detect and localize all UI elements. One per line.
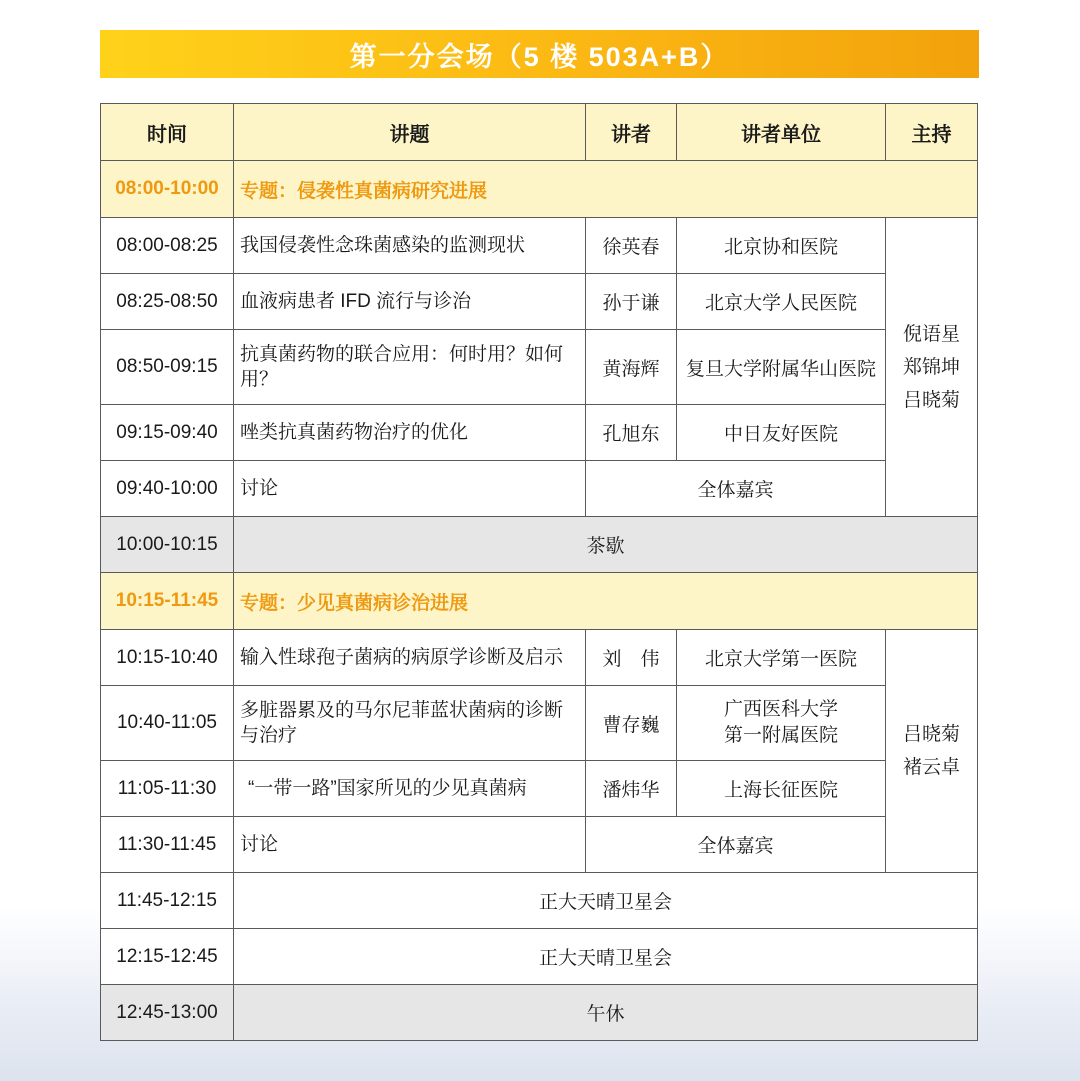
talk-institution: 中日友好医院 [677, 405, 886, 461]
talk-speaker: 潘炜华 [586, 761, 677, 817]
section-time: 08:00-10:00 [101, 161, 234, 218]
host-name: 吕晓菊 [902, 724, 960, 745]
talk-topic: “一带一路”国家所见的少见真菌病 [234, 761, 586, 817]
table-row [101, 330, 978, 405]
talk-speaker: 徐英春 [586, 218, 677, 274]
satellite-time: 12:15-12:45 [101, 929, 234, 985]
host-name: 吕晓菊 [902, 389, 960, 411]
talk-time: 09:15-09:40 [101, 405, 234, 461]
header-topic: 讲题 [234, 104, 586, 161]
section-time: 10:15-11:45 [101, 573, 234, 630]
header-host: 主持 [886, 104, 978, 161]
satellite-row [101, 873, 978, 929]
talk-institution: 北京大学人民医院 [677, 274, 886, 330]
institution-line: 第一附属医院 [723, 725, 838, 746]
talk-time: 11:30-11:45 [101, 817, 234, 873]
talk-speaker: 全体嘉宾 [586, 817, 886, 873]
break-label: 茶歇 [234, 517, 978, 573]
talk-speaker: 孙于谦 [586, 274, 677, 330]
talk-institution: 复旦大学附属华山医院 [677, 330, 886, 405]
lunch-label: 午休 [234, 985, 978, 1041]
discussion-row [101, 817, 978, 873]
schedule-table [100, 103, 978, 1041]
talk-topic: 讨论 [234, 817, 586, 873]
talk-speaker: 曹存巍 [586, 686, 677, 761]
table-row [101, 405, 978, 461]
talk-speaker: 孔旭东 [586, 405, 677, 461]
table-row [101, 630, 978, 686]
talk-time: 10:15-10:40 [101, 630, 234, 686]
discussion-row [101, 461, 978, 517]
talk-institution: 北京大学第一医院 [677, 630, 886, 686]
talk-time: 11:05-11:30 [101, 761, 234, 817]
talk-institution: 北京协和医院 [677, 218, 886, 274]
talk-topic: 多脏器累及的马尔尼菲蓝状菌病的诊断与治疗 [234, 686, 586, 761]
satellite-label: 正大天晴卫星会 [234, 873, 978, 929]
section-row [101, 573, 978, 630]
section-title: 专题：少见真菌病诊治进展 [234, 573, 978, 630]
talk-time: 08:00-08:25 [101, 218, 234, 274]
section-row [101, 161, 978, 218]
break-row [101, 517, 978, 573]
talk-institution [677, 686, 886, 761]
satellite-label: 正大天晴卫星会 [234, 929, 978, 985]
host-name: 褚云卓 [902, 757, 960, 778]
talk-topic: 抗真菌药物的联合应用：何时用？如何用？ [234, 330, 586, 405]
host-name: 倪语星 [902, 323, 960, 345]
satellite-time: 11:45-12:15 [101, 873, 234, 929]
section-title: 专题：侵袭性真菌病研究进展 [234, 161, 978, 218]
talk-time: 08:25-08:50 [101, 274, 234, 330]
table-row [101, 218, 978, 274]
header-time: 时间 [101, 104, 234, 161]
header-speaker: 讲者 [586, 104, 677, 161]
talk-time: 08:50-09:15 [101, 330, 234, 405]
talk-topic: 血液病患者 IFD 流行与诊治 [234, 274, 586, 330]
session-hosts [886, 630, 978, 873]
talk-topic: 输入性球孢子菌病的病原学诊断及启示 [234, 630, 586, 686]
talk-topic: 讨论 [234, 461, 586, 517]
lunch-row [101, 985, 978, 1041]
talk-time: 10:40-11:05 [101, 686, 234, 761]
talk-speaker: 黄海辉 [586, 330, 677, 405]
break-time: 10:00-10:15 [101, 517, 234, 573]
session-title: 第一分会场（5 楼 503A+B） [349, 41, 730, 72]
table-row [101, 686, 978, 761]
talk-time: 09:40-10:00 [101, 461, 234, 517]
talk-speaker: 刘 伟 [586, 630, 677, 686]
header-row [101, 104, 978, 161]
talk-topic: 唑类抗真菌药物治疗的优化 [234, 405, 586, 461]
satellite-row [101, 929, 978, 985]
talk-topic: 我国侵袭性念珠菌感染的监测现状 [234, 218, 586, 274]
talk-speaker: 全体嘉宾 [586, 461, 886, 517]
table-row [101, 274, 978, 330]
institution-line: 广西医科大学 [723, 699, 838, 720]
header-institution: 讲者单位 [677, 104, 886, 161]
session-title-banner [100, 30, 979, 78]
lunch-time: 12:45-13:00 [101, 985, 234, 1041]
talk-institution: 上海长征医院 [677, 761, 886, 817]
table-row [101, 761, 978, 817]
host-name: 郑锦坤 [902, 356, 960, 378]
session-hosts [886, 218, 978, 517]
